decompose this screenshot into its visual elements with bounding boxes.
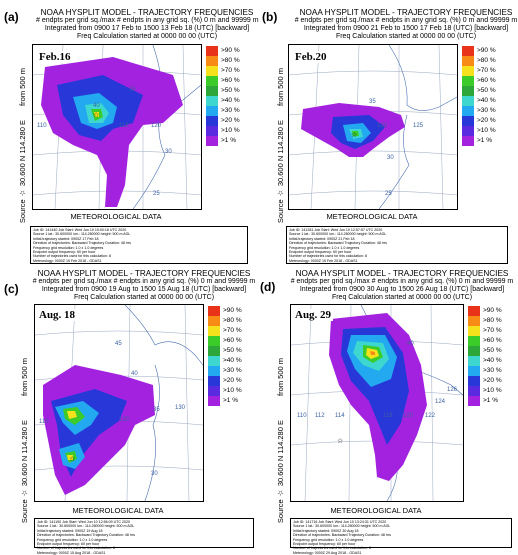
- legend-label: >40 %: [221, 97, 240, 104]
- legend-row: [206, 136, 250, 146]
- legend-row: [208, 306, 252, 316]
- legend-swatch: [208, 346, 220, 356]
- svg-text:110: 110: [297, 413, 307, 419]
- legend-swatch: [468, 326, 480, 336]
- legend-row: [208, 356, 252, 366]
- panel-letter: (c): [4, 282, 19, 296]
- legend-row: [208, 386, 252, 396]
- legend-row: [206, 96, 250, 106]
- svg-text:40: 40: [131, 371, 138, 377]
- legend-label: >60 %: [221, 77, 240, 84]
- svg-text:35: 35: [153, 407, 160, 413]
- legend-label: >40 %: [477, 97, 496, 104]
- legend-label: >90 %: [221, 47, 240, 54]
- svg-text:114: 114: [335, 413, 345, 419]
- legend-label: >1 %: [221, 137, 236, 144]
- legend: [208, 306, 256, 406]
- info-box: [34, 518, 254, 555]
- info-line: Endpoint output frequency: 60 per hour: [293, 542, 356, 547]
- svg-text:130: 130: [175, 405, 186, 411]
- legend-swatch: [462, 66, 474, 76]
- source-label: Source ☆ 30.600 N 114.280 E: [20, 420, 29, 524]
- legend-row: [468, 306, 512, 316]
- legend-swatch: [208, 356, 220, 366]
- info-line: Frequency grid resolution: 1.0 x 1.0 degrees: [33, 245, 104, 250]
- header-line-3: Integrated from 0900 17 Feb to 1500 13 Feb 18 (UTC) [backward]: [44, 25, 250, 32]
- source-label: Source ☆ 30.600 N 114.280 E: [276, 420, 285, 524]
- panel-date: Aug. 29: [295, 309, 332, 321]
- frequency-field: [41, 57, 183, 207]
- info-line: Direction of trajectories: Backward Trajectory Duration: 48 hrs: [289, 241, 387, 246]
- legend-label: >80 %: [483, 317, 502, 324]
- header-line-3: Integrated from 0900 19 Aug to 1500 15 Aug 18 (UTC) [backward]: [41, 286, 247, 293]
- legend-row: [206, 116, 250, 126]
- legend-row: [208, 366, 252, 376]
- panel-header: [294, 9, 518, 41]
- legend-swatch: [462, 116, 474, 126]
- met-title: METEOROLOGICAL DATA: [70, 212, 162, 221]
- panel-letter: (a): [4, 10, 19, 24]
- legend-row: [208, 326, 252, 336]
- legend-label: >30 %: [223, 367, 242, 374]
- info-line: Number of trajectories used for this calculation: 8: [293, 546, 371, 551]
- legend-swatch: [468, 306, 480, 316]
- legend-label: >60 %: [223, 337, 242, 344]
- svg-text:110: 110: [37, 123, 47, 129]
- svg-text:120: 120: [377, 123, 388, 129]
- legend-swatch: [468, 376, 480, 386]
- legend-row: [462, 116, 506, 126]
- header-line-2: # endpts per grid sq./max # endpts in any grid sq. (%) 0 m and 99999 m: [36, 17, 259, 24]
- legend-swatch: [206, 96, 218, 106]
- legend-swatch: [468, 366, 480, 376]
- panel-letter: (b): [262, 10, 278, 24]
- height-label: from 500 m: [18, 68, 27, 106]
- frequency-map: [34, 304, 204, 502]
- panel-date: Aug. 18: [39, 309, 76, 321]
- legend-label: >50 %: [223, 347, 242, 354]
- legend-label: >20 %: [477, 117, 496, 124]
- source-star: ☆: [93, 112, 100, 119]
- frequency-field: [301, 103, 405, 157]
- legend-label: >10 %: [483, 387, 502, 394]
- legend-row: [206, 106, 250, 116]
- legend-label: >80 %: [477, 57, 496, 64]
- legend-label: >20 %: [221, 117, 240, 124]
- legend-label: >70 %: [483, 327, 502, 334]
- svg-text:35: 35: [369, 99, 376, 105]
- legend-label: >10 %: [221, 127, 240, 134]
- legend-row: [206, 66, 250, 76]
- svg-text:35: 35: [129, 87, 136, 93]
- legend-row: [462, 46, 506, 56]
- legend-row: [208, 346, 252, 356]
- legend-label: >20 %: [223, 377, 242, 384]
- legend-row: [468, 336, 512, 346]
- legend-swatch: [468, 396, 480, 406]
- legend-label: >80 %: [223, 317, 242, 324]
- legend-label: >30 %: [221, 107, 240, 114]
- legend-swatch: [462, 76, 474, 86]
- info-line: Source 1 lat.: 30.600000 lon.: 114.280000 height: 500 m AGL: [293, 524, 391, 529]
- legend-swatch: [208, 316, 220, 326]
- legend-swatch: [462, 56, 474, 66]
- legend-label: >90 %: [477, 47, 496, 54]
- info-line: Direction of trajectories: Backward Trajectory Duration: 48 hrs: [293, 533, 391, 538]
- legend-swatch: [468, 356, 480, 366]
- info-line: Meteorology: 0000Z 29 Aug 2018 - GDAS1: [293, 550, 362, 555]
- legend-row: [208, 336, 252, 346]
- legend-swatch: [208, 326, 220, 336]
- legend-label: >40 %: [223, 357, 242, 364]
- legend-row: [468, 396, 512, 406]
- legend-row: [468, 356, 512, 366]
- legend-row: [462, 76, 506, 86]
- info-line: Endpoint output frequency: 60 per hour: [37, 542, 100, 547]
- legend-swatch: [462, 86, 474, 96]
- met-title: METEOROLOGICAL DATA: [330, 506, 422, 515]
- info-line: Initial trajectory started: 0900Z 21 Feb 18: [289, 236, 355, 241]
- svg-text:120: 120: [151, 123, 162, 129]
- panel-header: [286, 270, 518, 302]
- legend-swatch: [462, 96, 474, 106]
- legend-swatch: [208, 336, 220, 346]
- svg-text:40: 40: [407, 341, 414, 347]
- svg-text:112: 112: [315, 413, 325, 419]
- legend-label: >70 %: [221, 67, 240, 74]
- panel-d: [260, 269, 518, 555]
- panel-date: Feb.20: [295, 51, 327, 63]
- info-box: [290, 518, 512, 555]
- info-line: Frequency grid resolution: 1.0 x 1.0 degrees: [37, 537, 108, 542]
- legend-swatch: [206, 116, 218, 126]
- source-label: Source ☆ 30.600 N 114.280 E: [276, 120, 285, 224]
- header-title: NOAA HYSPLIT MODEL - TRAJECTORY FREQUENCIES: [295, 269, 509, 278]
- info-line: Frequency grid resolution: 1.0 x 1.0 degrees: [289, 245, 360, 250]
- legend-swatch: [462, 46, 474, 56]
- header-line-4: Freq Calculation started at 0000 00 00 (UTC): [335, 33, 477, 40]
- legend-label: >50 %: [477, 87, 496, 94]
- info-line: Direction of trajectories: Backward Trajectory Duration: 48 hrs: [33, 241, 131, 246]
- legend-label: >80 %: [221, 57, 240, 64]
- legend-row: [462, 106, 506, 116]
- legend-label: >10 %: [477, 127, 496, 134]
- svg-text:120: 120: [403, 413, 414, 419]
- header-line-2: # endpts per grid sq./max # endpts in any grid sq. (%) 0 m and 99999 m: [294, 17, 518, 24]
- svg-text:40: 40: [93, 103, 100, 109]
- svg-text:45: 45: [115, 341, 122, 347]
- panel-header: [36, 9, 258, 41]
- frequency-map: [290, 304, 464, 502]
- header-title: NOAA HYSPLIT MODEL - TRAJECTORY FREQUENCIES: [37, 269, 251, 278]
- svg-text:118: 118: [119, 123, 129, 129]
- info-line: Direction of trajectories: Backward Trajectory Duration: 48 hrs: [37, 533, 135, 538]
- info-line: Job ID: 141716 Job Start: Wed Jun 10 13:24:31 UTC 2020: [293, 520, 387, 524]
- legend-row: [206, 76, 250, 86]
- legend-swatch: [468, 386, 480, 396]
- legend: [462, 46, 514, 146]
- header-title: NOAA HYSPLIT MODEL - TRAJECTORY FREQUENCIES: [40, 8, 254, 17]
- map-svg: [289, 45, 457, 209]
- legend-row: [208, 396, 252, 406]
- info-line: Number of trajectories used for this calculation: 8: [33, 254, 111, 259]
- info-line: Number of trajectories used for this calculation: 8: [37, 546, 115, 551]
- legend-label: >1 %: [483, 397, 498, 404]
- height-label: from 500 m: [20, 358, 29, 396]
- met-title: METEOROLOGICAL DATA: [72, 506, 164, 515]
- legend-row: [206, 56, 250, 66]
- legend-label: >30 %: [477, 107, 496, 114]
- legend-label: >30 %: [483, 367, 502, 374]
- info-box: [30, 226, 248, 264]
- svg-text:125: 125: [413, 123, 424, 129]
- legend-label: >70 %: [477, 67, 496, 74]
- legend-swatch: [208, 306, 220, 316]
- legend-label: >60 %: [483, 337, 502, 344]
- info-line: Number of trajectories used for this calculation: 8: [289, 254, 367, 259]
- header-line-2: # endpts per grid sq./max # endpts in any grid sq. (%) 0 m and 99999 m: [290, 278, 514, 285]
- svg-text:110: 110: [39, 419, 49, 425]
- legend-label: >90 %: [223, 307, 242, 314]
- info-line: Endpoint output frequency: 60 per hour: [289, 250, 352, 255]
- legend: [206, 46, 254, 146]
- header-line-3: Integrated from 0900 30 Aug to 1500 26 Aug 18 (UTC) [backward]: [299, 286, 505, 293]
- info-line: Job ID: 141190 Job Start: Wed Jun 10 12:56:09 UTC 2020: [37, 520, 130, 524]
- info-line: Initial trajectory started: 0900Z 19 Aug 18: [37, 528, 103, 533]
- map-svg: [33, 45, 201, 209]
- svg-text:30: 30: [387, 155, 394, 161]
- info-line: Endpoint output frequency: 60 per hour: [33, 250, 96, 255]
- panel-date: Feb.16: [39, 51, 71, 63]
- legend-label: >60 %: [477, 77, 496, 84]
- svg-text:122: 122: [425, 413, 436, 419]
- info-line: Source 1 lat.: 30.600000 lon.: 114.280000 height: 500 m AGL: [289, 232, 387, 237]
- met-title: METEOROLOGICAL DATA: [326, 212, 418, 221]
- legend-row: [468, 366, 512, 376]
- source-star: ☆: [337, 438, 344, 445]
- frequency-map: [32, 44, 202, 210]
- legend-label: >50 %: [221, 87, 240, 94]
- legend-swatch: [468, 336, 480, 346]
- legend-swatch: [208, 396, 220, 406]
- frequency-field: [329, 313, 427, 481]
- source-star: ☆: [69, 456, 76, 463]
- header-line-3: Integrated from 0900 21 Feb to 1500 17 Feb 18 (UTC) [backward]: [303, 25, 509, 32]
- legend-swatch: [206, 46, 218, 56]
- svg-text:126: 126: [447, 387, 458, 393]
- legend-row: [468, 376, 512, 386]
- legend-swatch: [206, 106, 218, 116]
- legend-row: [208, 376, 252, 386]
- frequency-field: [43, 365, 155, 495]
- legend-label: >50 %: [483, 347, 502, 354]
- info-line: Job ID: 141281 Job Start: Wed Jun 10 12:57:57 UTC 2020: [289, 228, 383, 232]
- source-label: Source ☆ 30.600 N 114.280 E: [18, 120, 27, 224]
- legend-row: [206, 126, 250, 136]
- legend-swatch: [462, 136, 474, 146]
- header-line-2: # endpts per grid sq./max # endpts in any grid sq. (%) 0 m and 99999 m: [32, 278, 256, 285]
- legend-row: [462, 126, 506, 136]
- legend-row: [468, 346, 512, 356]
- legend-label: >40 %: [483, 357, 502, 364]
- height-label: from 500 m: [276, 68, 285, 106]
- legend-swatch: [468, 316, 480, 326]
- frequency-map: [288, 44, 458, 210]
- info-line: Initial trajectory started: 0900Z 30 Aug 18: [293, 528, 359, 533]
- info-line: Initial trajectory started: 0900Z 17 Feb 18: [33, 236, 99, 241]
- legend-swatch: [206, 76, 218, 86]
- panel-c: [0, 269, 258, 555]
- info-line: Source 1 lat.: 30.600000 lon.: 114.280000 height: 500 m AGL: [37, 524, 135, 529]
- legend-label: >90 %: [483, 307, 502, 314]
- legend-label: >70 %: [223, 327, 242, 334]
- svg-text:120: 120: [119, 417, 130, 423]
- header-line-4: Freq Calculation started at 0000 00 00 (UTC): [73, 294, 215, 301]
- svg-text:25: 25: [153, 191, 160, 197]
- legend-swatch: [206, 56, 218, 66]
- legend-row: [468, 326, 512, 336]
- legend-swatch: [462, 126, 474, 136]
- map-svg: [35, 305, 203, 501]
- legend-row: [206, 86, 250, 96]
- legend-swatch: [206, 86, 218, 96]
- info-line: Job ID: 141440 Job Start: Wed Jun 10 15:00:18 UTC 2020: [33, 228, 127, 232]
- legend-swatch: [208, 366, 220, 376]
- legend-swatch: [206, 66, 218, 76]
- source-star: ☆: [351, 132, 358, 139]
- height-label: from 500 m: [276, 358, 285, 396]
- legend-swatch: [208, 386, 220, 396]
- svg-text:118: 118: [383, 413, 393, 419]
- panel-letter: (d): [260, 280, 276, 294]
- legend-label: >20 %: [483, 377, 502, 384]
- legend-row: [206, 46, 250, 56]
- header-title: NOAA HYSPLIT MODEL - TRAJECTORY FREQUENCIES: [299, 8, 513, 17]
- legend-label: >1 %: [223, 397, 238, 404]
- legend-swatch: [206, 126, 218, 136]
- legend-swatch: [208, 376, 220, 386]
- legend-row: [462, 56, 506, 66]
- svg-text:25: 25: [385, 191, 392, 197]
- info-box: [286, 226, 508, 264]
- panel-a: [0, 0, 258, 268]
- panel-header: [30, 270, 258, 302]
- info-line: Meteorology: 0000Z 15 Feb 2018 - GDAS1: [33, 258, 102, 263]
- svg-text:124: 124: [435, 399, 446, 405]
- legend-row: [468, 386, 512, 396]
- legend-label: >1 %: [477, 137, 492, 144]
- info-line: Meteorology: 0000Z 15 Feb 2018 - GDAS1: [289, 258, 358, 263]
- info-line: Source 1 lat.: 30.600000 lon.: 114.280000 height: 500 m AGL: [33, 232, 131, 237]
- legend-row: [462, 66, 506, 76]
- legend-swatch: [206, 136, 218, 146]
- legend-row: [462, 136, 506, 146]
- legend-row: [462, 96, 506, 106]
- svg-text:30: 30: [151, 471, 158, 477]
- legend-swatch: [462, 106, 474, 116]
- legend-label: >10 %: [223, 387, 242, 394]
- legend-row: [468, 316, 512, 326]
- header-line-4: Freq Calculation started at 0000 00 00 (UTC): [331, 294, 473, 301]
- legend: [468, 306, 516, 406]
- info-line: Meteorology: 0000Z 15 Aug 2018 - GDAS1: [37, 550, 106, 555]
- svg-text:30: 30: [165, 149, 172, 155]
- legend-swatch: [468, 346, 480, 356]
- header-line-4: Freq Calculation started at 0000 00 00 (UTC): [76, 33, 218, 40]
- panel-b: [260, 0, 518, 268]
- legend-row: [208, 316, 252, 326]
- map-svg: [291, 305, 463, 501]
- info-line: Frequency grid resolution: 1.0 x 1.0 degrees: [293, 537, 364, 542]
- legend-row: [462, 86, 506, 96]
